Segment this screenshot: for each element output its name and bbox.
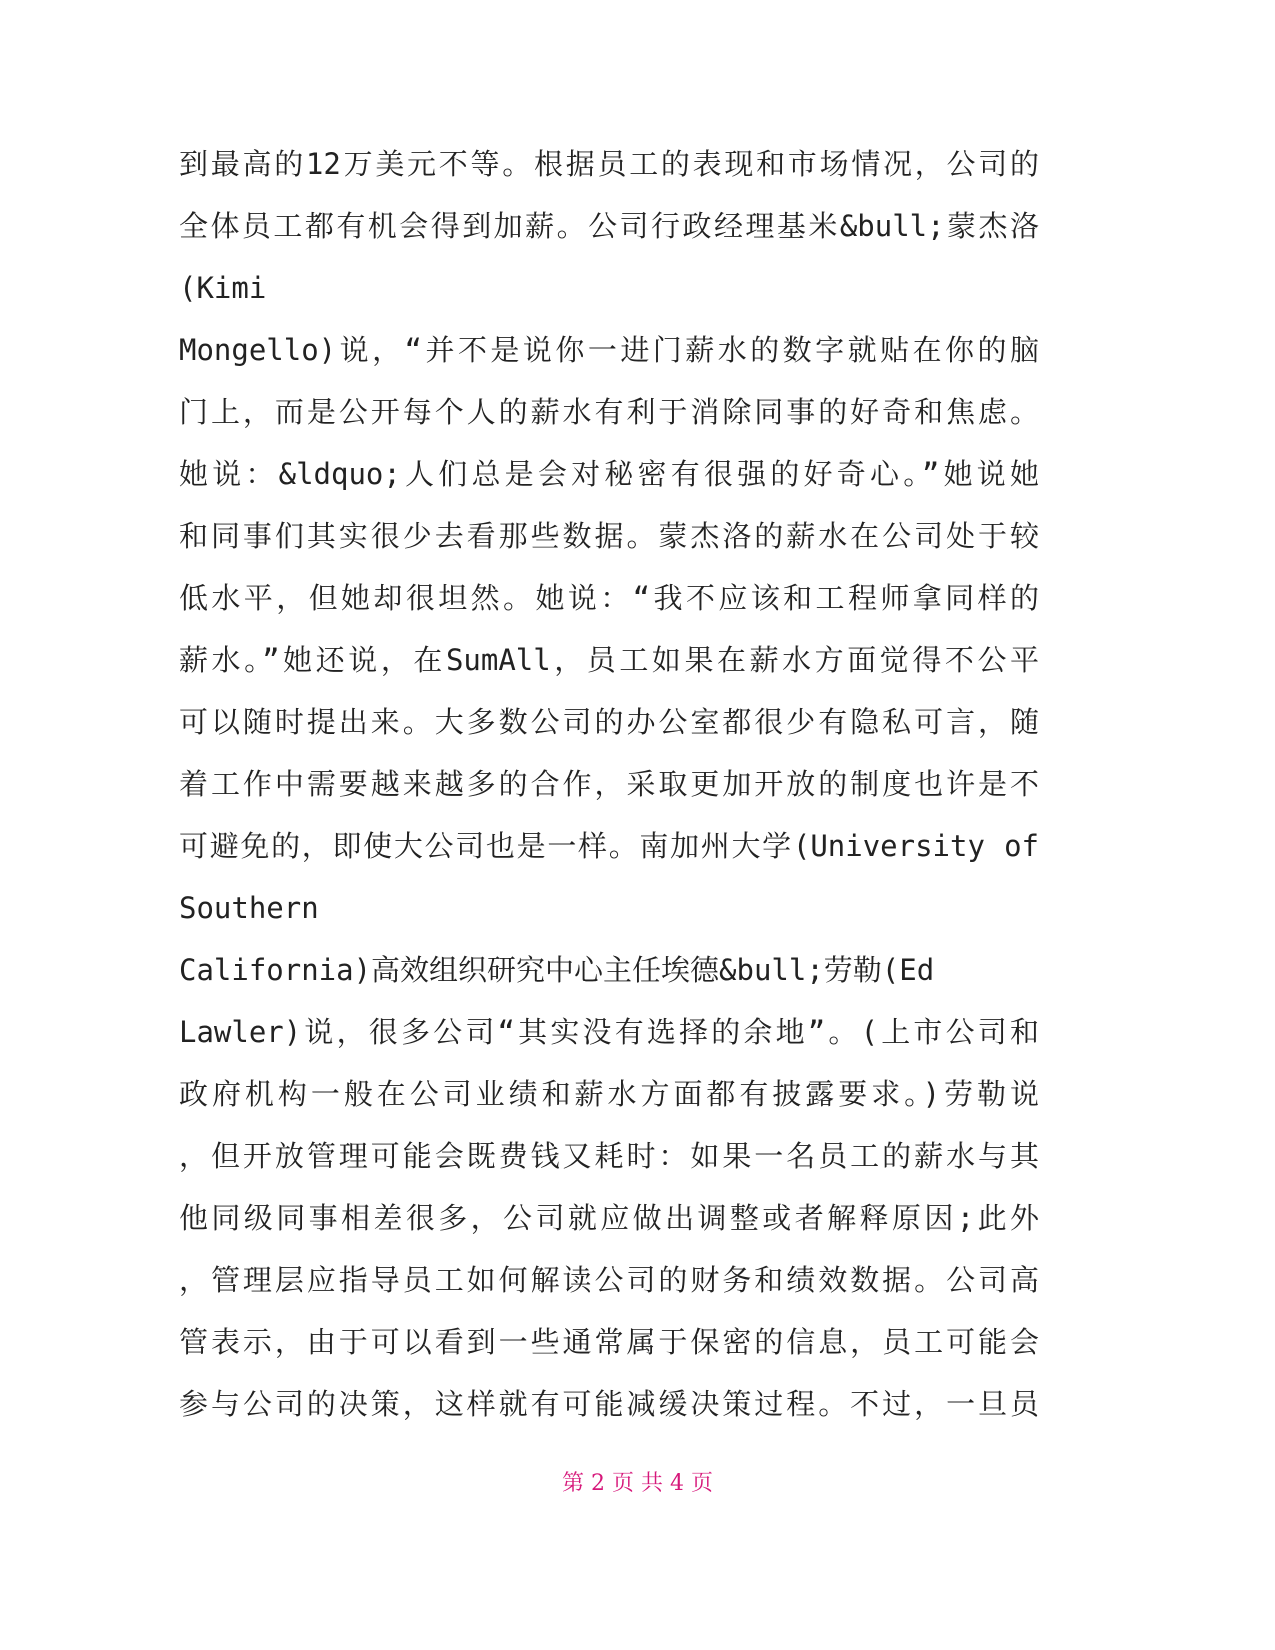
text-line: 和同事们其实很少去看那些数据。蒙杰洛的薪水在公司处于较 [179, 519, 1039, 553]
text-line: 全体员工都有机会得到加薪。公司行政经理基米&bull;蒙杰洛 [179, 209, 1039, 243]
text-line: Lawler)说，很多公司“其实没有选择的余地”。(上市公司和 [179, 1015, 1039, 1049]
text-line: 政府机构一般在公司业绩和薪水方面都有披露要求。)劳勒说 [179, 1077, 1039, 1111]
text-line: 她说：&ldquo;人们总是会对秘密有很强的好奇心。”她说她 [179, 457, 1039, 491]
text-line: Southern [179, 891, 319, 925]
text-line: 参与公司的决策，这样就有可能减缓决策过程。不过，一旦员 [179, 1387, 1039, 1421]
text-line: 着工作中需要越来越多的合作，采取更加开放的制度也许是不 [179, 767, 1039, 801]
text-line: 薪水。”她还说，在SumAll，员工如果在薪水方面觉得不公平 [179, 643, 1039, 677]
text-line: (Kimi [179, 271, 267, 305]
text-line: Mongello)说，“并不是说你一进门薪水的数字就贴在你的脑 [179, 333, 1039, 367]
text-line: 可避免的，即使大公司也是一样。南加州大学(University of [179, 829, 1039, 863]
text-line: ，管理层应指导员工如何解读公司的财务和绩效数据。公司高 [179, 1263, 1039, 1297]
text-line: 可以随时提出来。大多数公司的办公室都很少有隐私可言，随 [179, 705, 1039, 739]
text-line: California)高效组织研究中心主任埃德&bull;劳勒(Ed [179, 953, 935, 987]
text-line: 管表示，由于可以看到一些通常属于保密的信息，员工可能会 [179, 1325, 1039, 1359]
text-line: 他同级同事相差很多，公司就应做出调整或者解释原因;此外 [179, 1201, 1039, 1235]
text-line: ，但开放管理可能会既费钱又耗时：如果一名员工的薪水与其 [179, 1139, 1039, 1173]
page-number-footer: 第 2 页 共 4 页 [562, 1471, 713, 1496]
text-line: 到最高的12万美元不等。根据员工的表现和市场情况，公司的 [179, 147, 1039, 181]
text-line: 门上，而是公开每个人的薪水有利于消除同事的好奇和焦虑。 [179, 395, 1039, 429]
text-line: 低水平，但她却很坦然。她说：“我不应该和工程师拿同样的 [179, 581, 1039, 615]
body-text [179, 144, 1039, 1446]
